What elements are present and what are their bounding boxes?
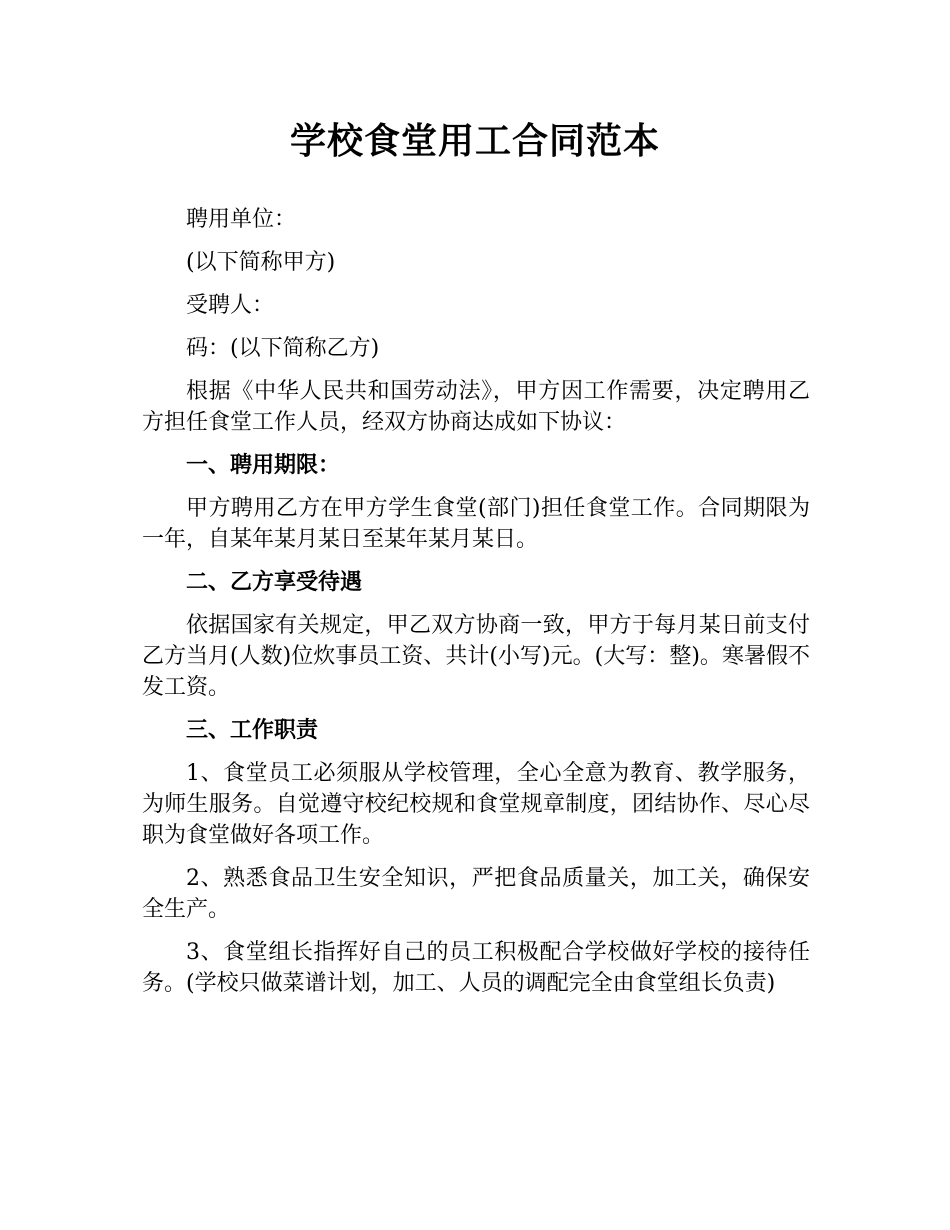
paragraph-benefits: 依据国家有关规定，甲乙双方协商一致，甲方于每月某日前支付乙方当月(人数)位炊事员工资、共计(小写)元。(大写：整)。寒暑假不发工资。 xyxy=(142,613,810,700)
section-heading-duties: 三、工作职责 xyxy=(186,718,319,743)
paragraph-employer: 聘用单位： xyxy=(186,207,297,232)
document-body xyxy=(142,204,810,1011)
paragraph-party-a-note: (以下简称甲方) xyxy=(186,250,336,275)
paragraph-duty-1: 1、食堂员工必须服从学校管理，全心全意为教育、教学服务，为师生服务。自觉遵守校纪校规和食堂规章制度，团结协作、尽心尽职为食堂做好各项工作。 xyxy=(142,761,810,848)
paragraph-preamble: 根据《中华人民共和国劳动法》，甲方因工作需要，决定聘用乙方担任食堂工作人员，经双方协商达成如下协议： xyxy=(142,379,810,435)
paragraph-employee: 受聘人： xyxy=(186,293,275,318)
paragraph-party-b-note: 码：(以下简称乙方) xyxy=(186,336,380,361)
document-title: 学校食堂用工合同范本 xyxy=(289,121,660,162)
section-heading-benefits: 二、乙方享受待遇 xyxy=(186,570,363,595)
paragraph-duty-2: 2、熟悉食品卫生安全知识，严把食品质量关，加工关，确保安全生产。 xyxy=(142,866,810,922)
paragraph-duty-3: 3、食堂组长指挥好自己的员工积极配合学校做好学校的接待任务。(学校只做菜谱计划，加工、人员的调配完全由食堂组长负责) xyxy=(142,940,810,996)
paragraph-term: 甲方聘用乙方在甲方学生食堂(部门)担任食堂工作。合同期限为一年，自某年某月某日至某年某月某日。 xyxy=(142,496,810,552)
section-heading-term: 一、聘用期限： xyxy=(186,453,341,478)
